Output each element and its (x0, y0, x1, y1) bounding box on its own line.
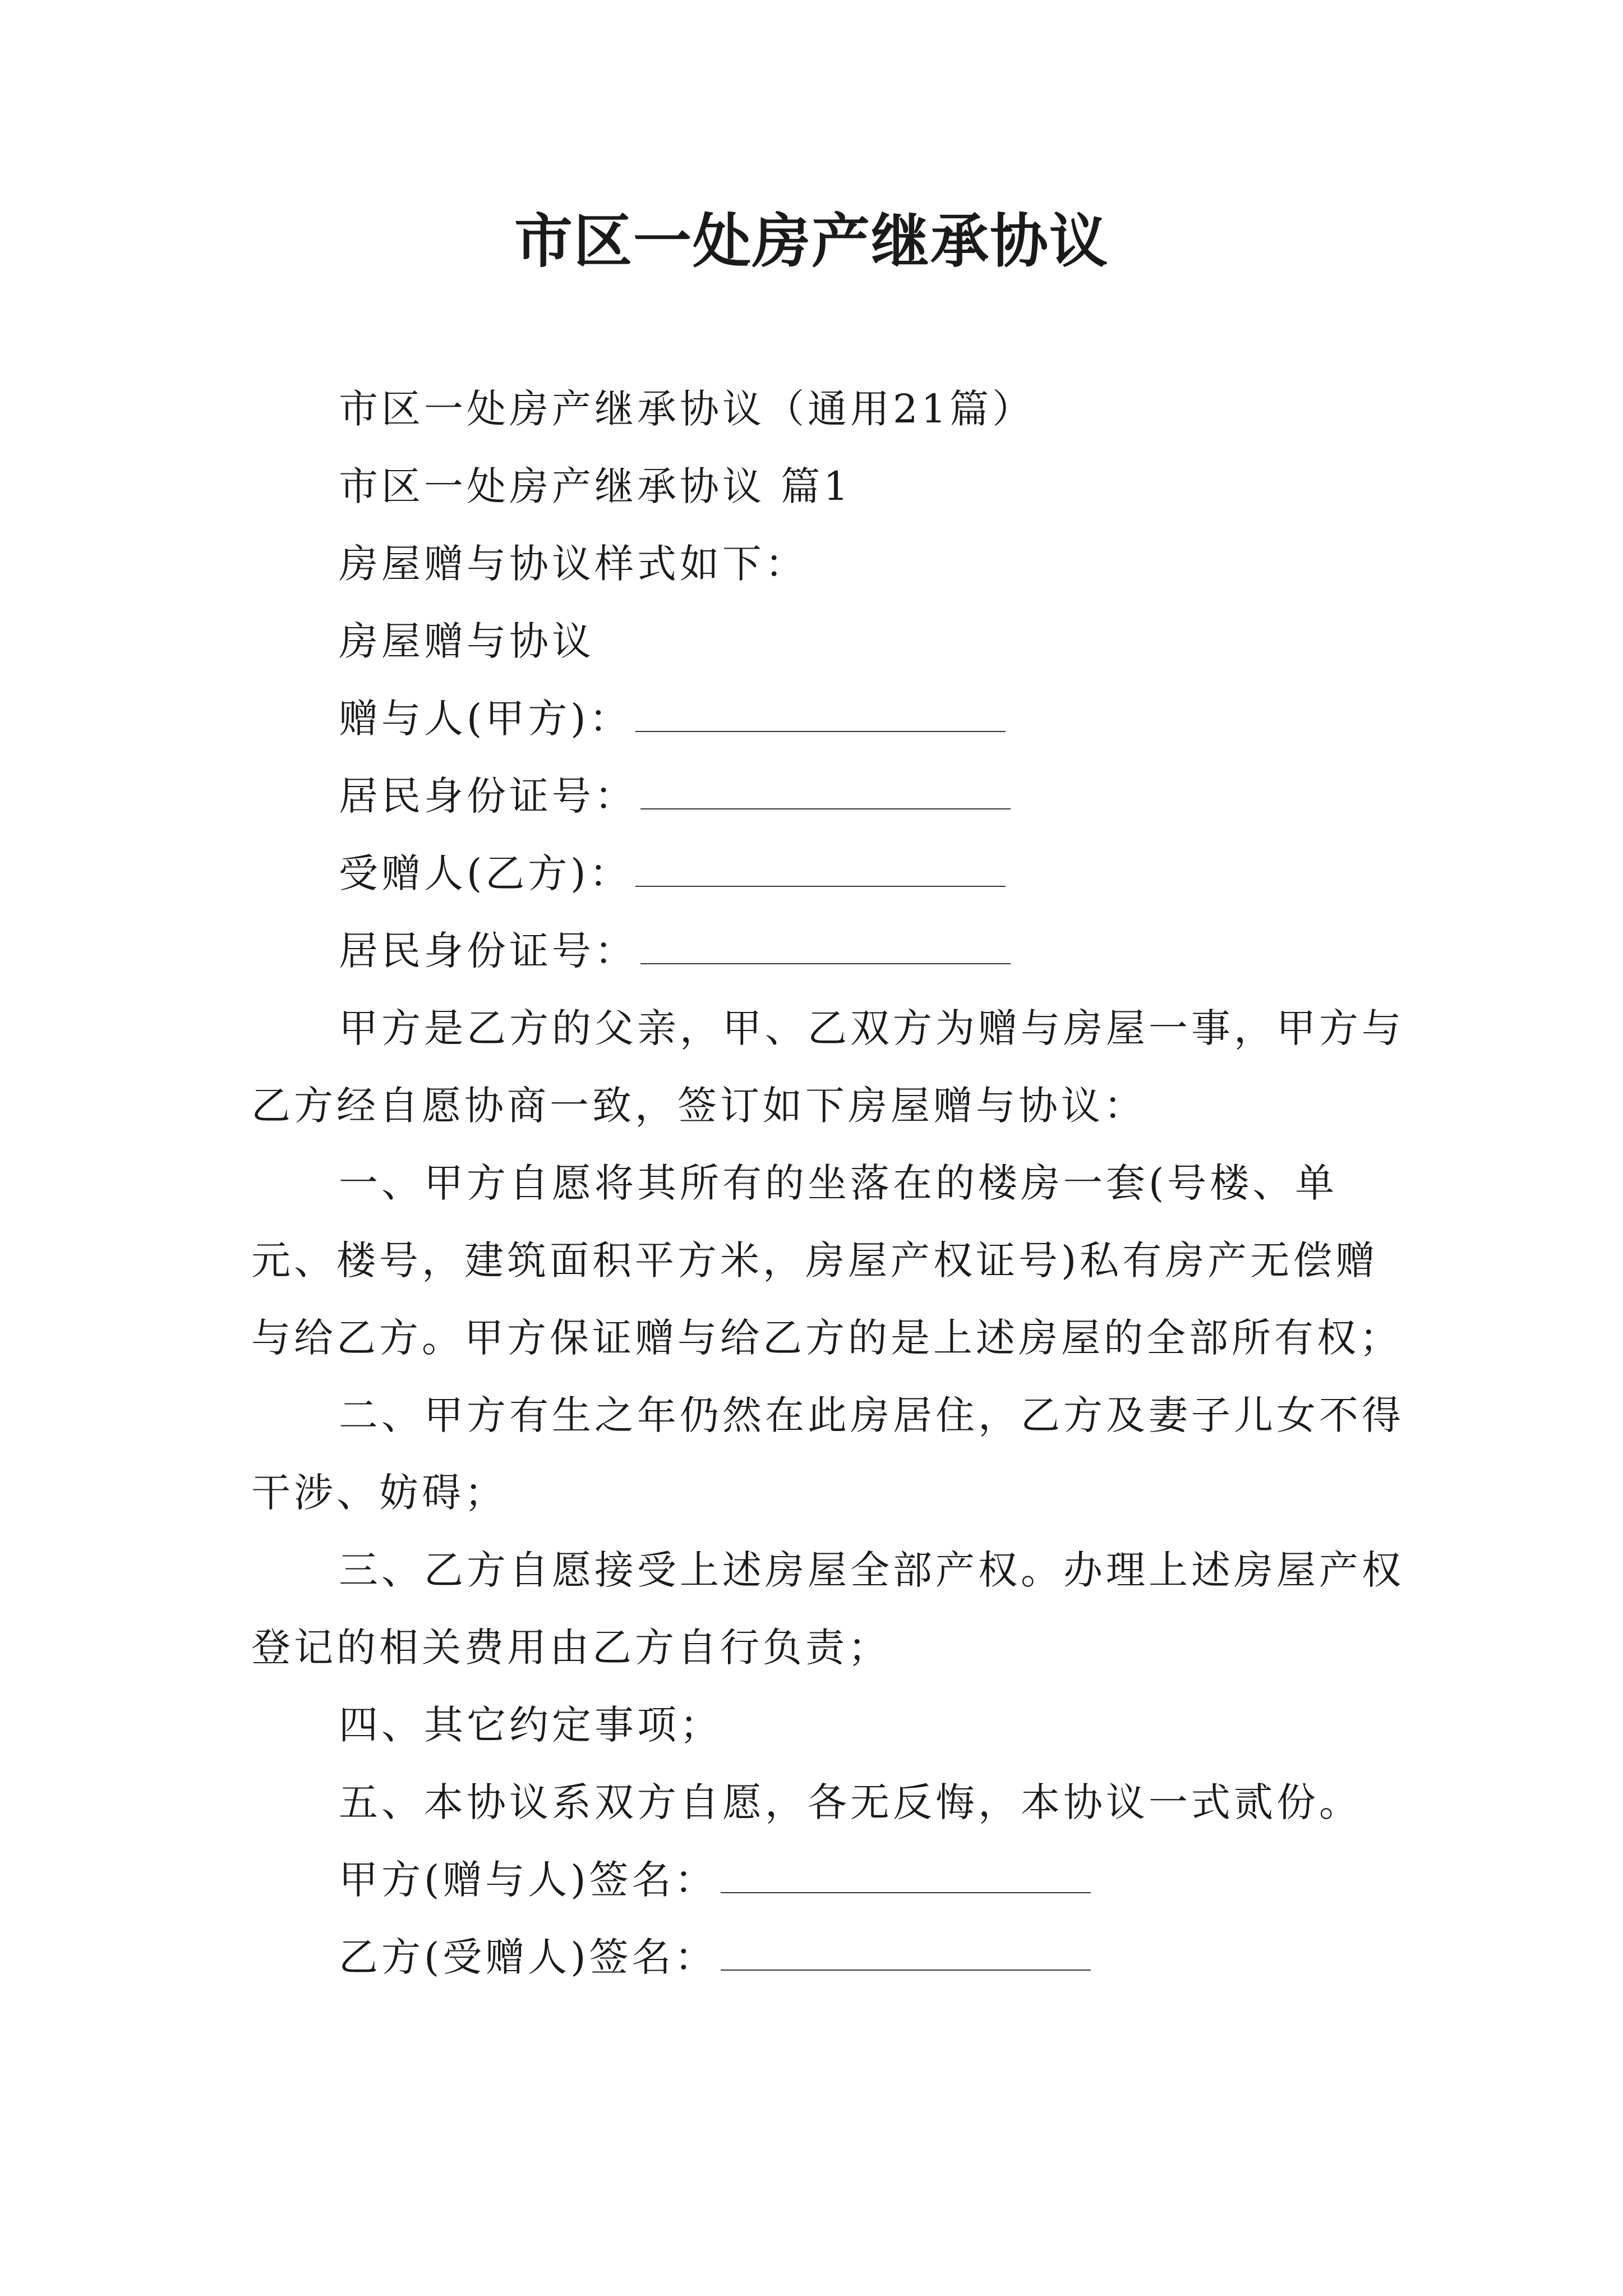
signature-party-a-label: 甲方(赠与人)签名： (339, 1857, 717, 1903)
donee-blank (635, 852, 1006, 887)
document-subtitle: 市区一处房产继承协议（通用21篇） (339, 386, 1035, 432)
section-heading: 市区一处房产继承协议 篇1 (339, 463, 852, 509)
donor-label: 赠与人(甲方)： (339, 696, 632, 742)
signature-party-b (251, 1918, 1407, 1996)
signature-party-b-blank (721, 1936, 1091, 1971)
donee-field (251, 835, 1407, 912)
donee-id-field (251, 912, 1407, 990)
donor-id-label: 居民身份证号： (339, 773, 637, 819)
donor-id-field (251, 757, 1407, 835)
paragraph-clause-4: 四、其它约定事项； (339, 1702, 722, 1748)
intro-text: 房屋赠与协议样式如下： (339, 541, 808, 587)
donee-id-label: 居民身份证号： (339, 928, 637, 974)
donee-label: 受赠人(乙方)： (339, 850, 632, 896)
signature-party-a (251, 1841, 1407, 1918)
paragraph-clause-2: 二、甲方有生之年仍然在此房居住，乙方及妻子儿女不得干涉、妨碍； (251, 1392, 1404, 1516)
donee-id-blank (640, 930, 1011, 964)
document-body (251, 370, 1407, 1996)
donor-field (251, 680, 1407, 757)
paragraph-clause-3: 三、乙方自愿接受上述房屋全部产权。办理上述房屋产权登记的相关费用由乙方自行负责； (251, 1547, 1404, 1671)
document-title: 市区一处房产继承协议 (514, 206, 1109, 275)
agreement-name: 房屋赠与协议 (339, 618, 594, 664)
donor-id-blank (640, 775, 1011, 809)
donor-blank (635, 697, 1006, 732)
paragraph-clause-1: 一、甲方自愿将其所有的坐落在的楼房一套(号楼、单元、楼号，建筑面积平方米，房屋产权证号)私有房产无偿赠与给乙方。甲方保证赠与给乙方的是上述房屋的全部所有权； (251, 1160, 1402, 1361)
signature-party-a-blank (721, 1858, 1091, 1893)
paragraph-clause-5: 五、本协议系双方自愿，各无反悔，本协议一式贰份。 (339, 1779, 1362, 1825)
signature-party-b-label: 乙方(受赠人)签名： (339, 1934, 717, 1980)
paragraph-preamble: 甲方是乙方的父亲，甲、乙双方为赠与房屋一事，甲方与乙方经自愿协商一致，签订如下房屋赠与协议： (251, 1005, 1404, 1129)
